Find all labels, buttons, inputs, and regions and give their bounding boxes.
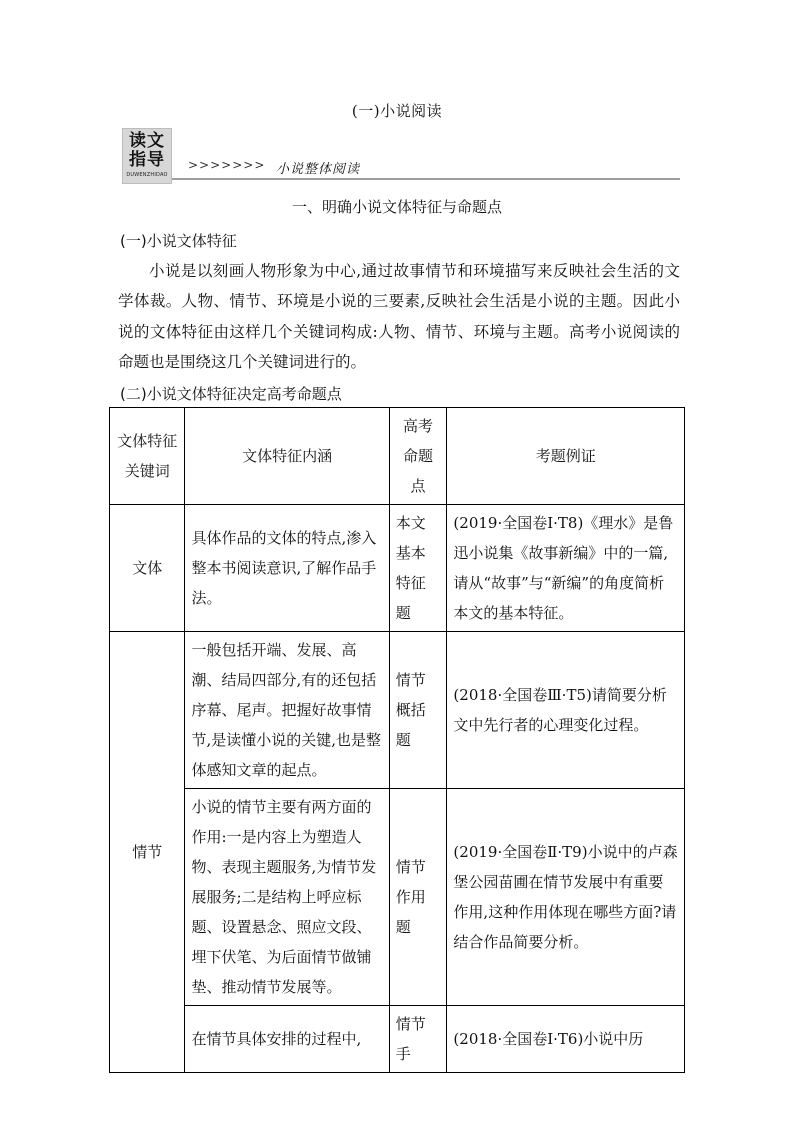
reading-guide-badge <box>122 128 172 184</box>
cell-point: 情节作用题 <box>389 789 447 1006</box>
cell-point: 本文基本特征题 <box>389 505 447 632</box>
cell-meaning: 一般包括开端、发展、高潮、结局四部分,有的还包括序幕、尾声。把握好故事情节,是读懂小说的关键,也是整体感知文章的起点。 <box>185 632 389 789</box>
header-keyword: 文体特征关键词 <box>110 408 185 505</box>
badge-line-1: 读文 <box>129 131 165 151</box>
table-row <box>110 632 685 789</box>
header-meaning: 文体特征内涵 <box>185 408 389 505</box>
intro-paragraph: 小说是以刻画人物形象为中心,通过故事情节和环境描写来反映社会生活的文学体裁。人物、情节、环境是小说的三要素,反映社会生活是小说的主题。因此小说的文体特征由这样几个关键词构成:人物、情节、环境与主题。高考小说阅读的命题也是围绕这几个关键词进行的。 <box>118 262 680 371</box>
subheading-exam-points: (二)小说文体特征决定高考命题点 <box>120 385 342 403</box>
cell-meaning: 具体作品的文体的特点,渗入整本书阅读意识,了解作品手法。 <box>185 505 389 632</box>
cell-point: 情节手 <box>389 1006 447 1073</box>
table-row <box>110 505 685 632</box>
section-title: 一、明确小说文体特征与命题点 <box>291 198 502 216</box>
subheading-features: (一)小说文体特征 <box>120 232 237 250</box>
table-row <box>110 789 685 1006</box>
cell-point: 情节概括题 <box>389 632 447 789</box>
feature-table <box>109 407 685 1073</box>
banner-label: 小说整体阅读 <box>276 162 361 177</box>
chevron-arrows-icon: >>>>>>> <box>188 158 266 172</box>
section-banner <box>122 128 680 186</box>
badge-pinyin: DUWENZHIDAO <box>126 172 168 178</box>
badge-line-2: 指导 <box>129 150 165 170</box>
cell-meaning: 小说的情节主要有两方面的作用:一是内容上为塑造人物、表现主题服务,为情节发展服务;二是结构上呼应标题、设置悬念、照应文段、埋下伏笔、为后面情节做铺垫、推动情节发展等。 <box>185 789 389 1006</box>
cell-example: (2018·全国卷Ⅲ·T5)请简要分析文中先行者的心理变化过程。 <box>447 632 685 789</box>
cell-example: (2019·全国卷Ⅱ·T9)小说中的卢森堡公园苗圃在情节发展中有重要作用,这种作用体现在哪些方面?请结合作品简要分析。 <box>447 789 685 1006</box>
cell-meaning: 在情节具体安排的过程中, <box>185 1006 389 1073</box>
table-header-row <box>110 408 685 505</box>
table-row <box>110 1006 685 1073</box>
cell-example: (2019·全国卷Ⅰ·T8)《理水》是鲁迅小说集《故事新编》中的一篇,请从“故事”与“新编”的角度简析本文的基本特征。 <box>447 505 685 632</box>
cell-example: (2018·全国卷Ⅰ·T6)小说中历 <box>447 1006 685 1073</box>
header-example: 考题例证 <box>447 408 685 505</box>
banner-divider <box>172 178 680 180</box>
header-point: 高考命题点 <box>389 408 447 505</box>
page-title: (一)小说阅读 <box>351 102 443 120</box>
cell-keyword: 情节 <box>110 632 185 1073</box>
cell-keyword: 文体 <box>110 505 185 632</box>
